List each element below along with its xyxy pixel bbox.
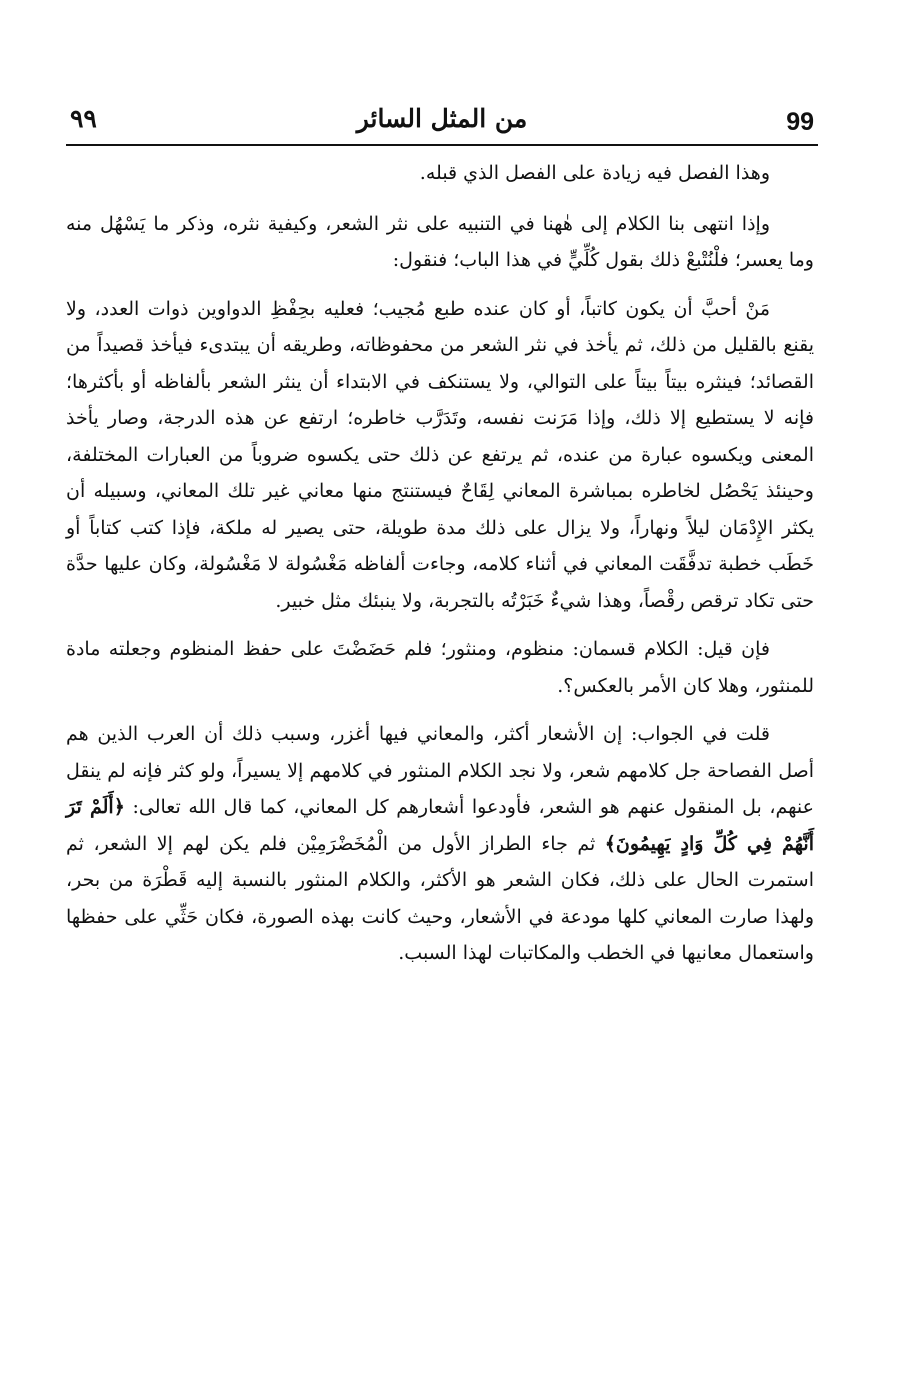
running-title: من المثل السائر: [356, 104, 528, 133]
page-number-latin: 99: [786, 108, 814, 136]
page-number-arabic: ٩٩: [70, 104, 97, 133]
paragraph-2: وإذا انتهى بنا الكلام إلى هٰهنا في التنبيه على نثر الشعر، وكيفية نثره، وذكر ما يَسْهُل منه وما يعسر؛ فلْنُتْبعْ ذلك بقول كُلِّيٍّ في هذا الباب؛ فنقول:: [66, 212, 814, 271]
paragraph-5-text-after: ثم جاء الطراز الأول من الْمُخَضْرَمِيْن فلم يكن لهم إلا الشعر، ثم استمرت الحال على ذلك، فكان الشعر هو الأكثر، والكلام المنثور بالنسبة إليه قَطْرَة من بحر، ولهذا صارت المعاني كلها مودعة في الأشعار، وحيث كانت بهذه الصورة، فكان حَثِّي على حفظها واستعمال معانيها في الخطب والمكاتبات لهذا السبب.: [66, 832, 814, 964]
paragraph-3: مَنْ أحبَّ أن يكون كاتباً، أو كان عنده طبع مُجيب؛ فعليه بحِفْظِ الدواوين ذوات العدد، ولا يقنع بالقليل من ذلك، ثم يأخذ في نثر الشعر من محفوظاته، وطريقه أن يبتدىء فيأخذ قصيداً من القصائد؛ فينثره بيتاً بيتاً على التوالي، ولا يستنكف في الابتداء أن ينثر الشعر بألفاظه أو بأكثرها؛ فإنه لا يستطيع إلا ذلك، وإذا مَرَنت نفسه، وتَدَرَّب خاطره؛ ارتفع عن هذه الدرجة، وصار يأخذ المعنى ويكسوه عبارة من عنده، ثم يرتفع عن ذلك حتى يكسوه ضروباً من العبارات المختلفة، وحينئذ يَحْصُل لخاطره بمباشرة المعاني لِقَاحٌ فيستنتج منها معاني غير تلك المعاني، وسبيله أن يكثر الإِدْمَان ليلاً ونهاراً، ولا يزال على ذلك مدة طويلة، حتى يصير له ملكة، فإذا كتب كتاباً أو خَطَب خطبة تدفَّقَت المعاني في أثناء كلامه، وجاءت ألفاظه مَغْسُولة لا مَغْسُولة، وكان عليها حدَّة حتى تكاد ترقص رقْصاً، وهذا شيءٌ خَبَرْتُه بالتجربة، ولا ينبئك مثل خبير.: [66, 297, 814, 612]
header-divider: [66, 144, 818, 146]
quran-verse: ﴿أَلَمْ تَرَ أَنَّهُمْ فِي كُلِّ وَادٍ يَهِيمُونَ﴾: [66, 796, 814, 855]
paragraph-4: فإن قيل: الكلام قسمان: منظوم، ومنثور؛ فلم حَضَضْتَ على حفظ المنظوم وجعلته مادة للمنثور، وهلا كان الأمر بالعكس؟.: [66, 638, 814, 697]
paragraph-5-text-before: قلت في الجواب: إن الأشعار أكثر، والمعاني فيها أغزر، وسبب ذلك أن العرب الذين هم أصل الفصاحة جل كلامهم شعر، ولا نجد الكلام المنثور في كلامهم إلا يسيراً، ولو كثر فإنه لم ينقل عنهم، بل المنقول عنهم هو الشعر، فأودعوا أشعارهم كل المعاني، كما قال الله تعالى:: [66, 723, 815, 818]
page-header: [66, 98, 818, 146]
body-text: [66, 155, 814, 984]
paragraph-1: وهذا الفصل فيه زيادة على الفصل الذي قبله.: [419, 162, 770, 184]
paragraph-5: [66, 716, 814, 972]
